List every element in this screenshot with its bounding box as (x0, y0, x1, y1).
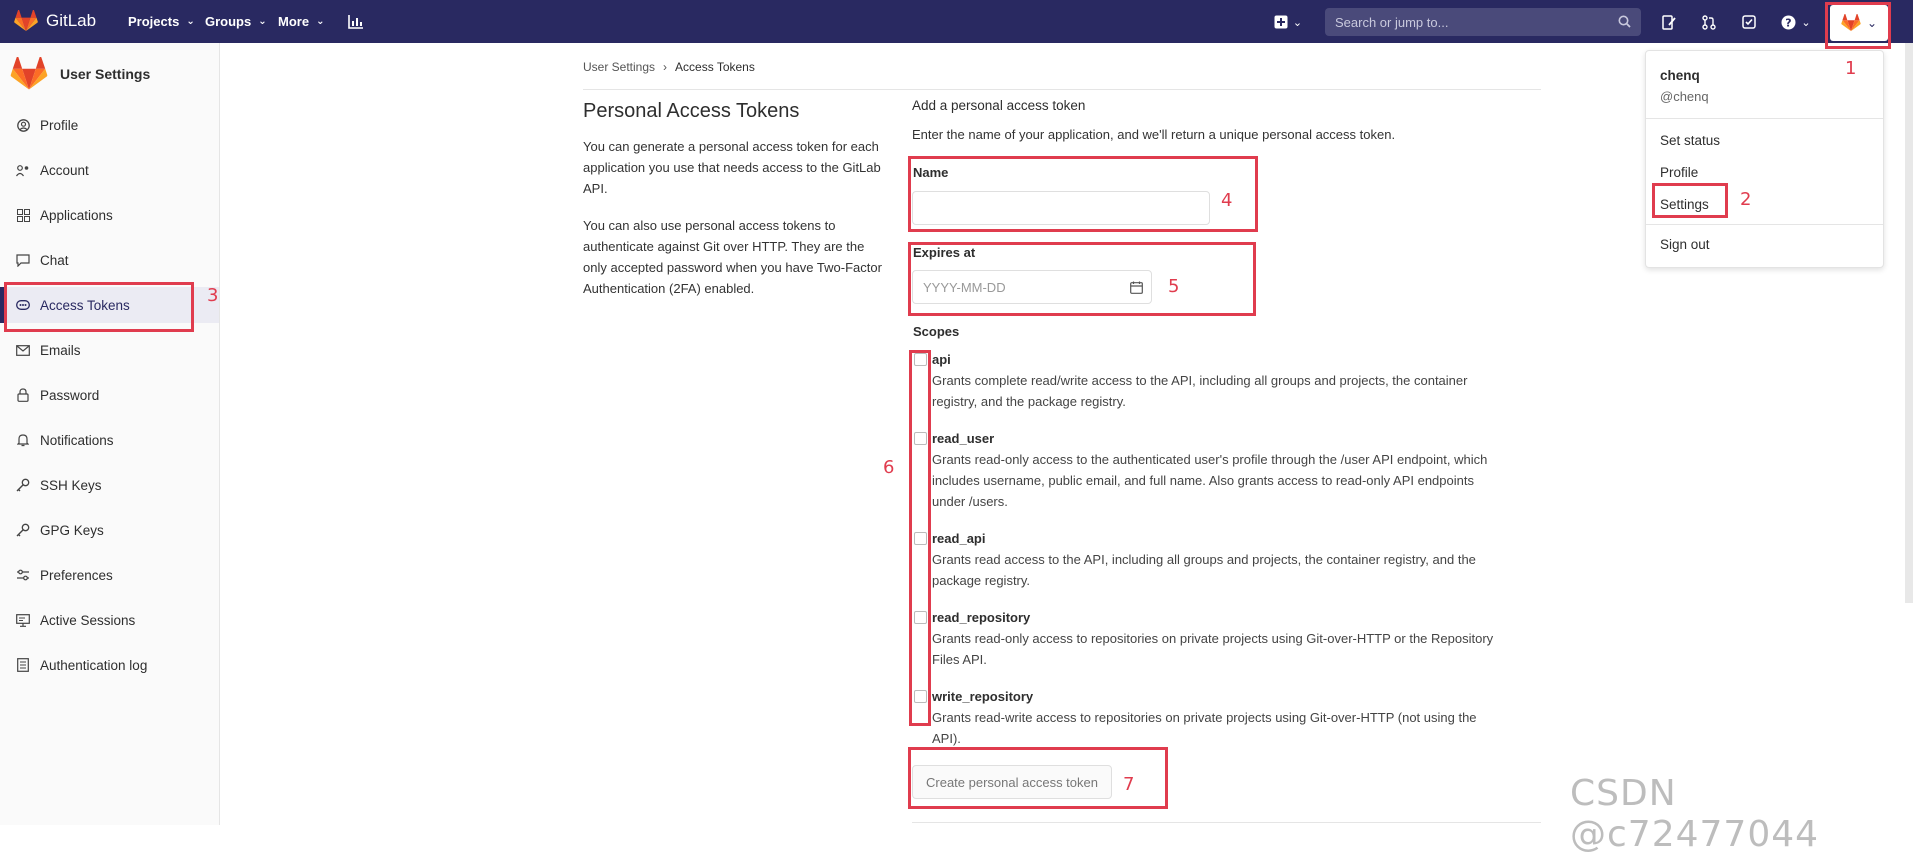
sidebar-item-chat[interactable] (0, 242, 219, 278)
nav-projects-label: Projects (128, 14, 180, 29)
sidebar-item-password[interactable] (0, 377, 219, 413)
sidebar-item-label: Preferences (40, 567, 113, 583)
highlight-box (909, 350, 931, 726)
annotation-number: 4 (1221, 190, 1233, 211)
sidebar-item-ssh-keys[interactable] (0, 467, 219, 503)
sidebar-item-label: Chat (40, 252, 69, 268)
sidebar-item-label: GPG Keys (40, 522, 104, 538)
scope-desc-line: under /users. (932, 494, 1008, 509)
intro-paragraph: You can generate a personal access token for each application you use that needs access to the GitLab API. (583, 139, 881, 196)
sidebar-item-label: Emails (40, 342, 81, 358)
user-dropdown-menu (1645, 50, 1884, 268)
email-icon (16, 343, 30, 357)
sidebar-item-label: Password (40, 387, 100, 403)
annotation-number: 5 (1168, 276, 1180, 297)
form-description: Enter the name of your application, and we'll return a unique personal access token. (912, 127, 1396, 142)
applications-icon (16, 208, 30, 222)
issues-icon[interactable] (1660, 13, 1678, 31)
sidebar-item-label: Account (40, 162, 89, 178)
chevron-down-icon: ⌄ (258, 16, 267, 27)
sidebar-item-gpg-keys[interactable] (0, 512, 219, 548)
scope-read-api-name: read_api (932, 531, 986, 546)
highlight-box (908, 242, 1256, 316)
scope-desc-line: Files API. (932, 652, 987, 667)
scope-desc-line: Grants complete read/write access to the API, including all groups and projects, the container (932, 373, 1468, 388)
scope-desc-line: registry, and the package registry. (932, 394, 1126, 409)
scopes-label: Scopes (913, 324, 960, 339)
nav-groups-label: Groups (205, 14, 252, 29)
nav-more-label: More (278, 14, 310, 29)
help-dropdown[interactable] (1778, 13, 1814, 31)
search-placeholder: Search or jump to... (1335, 14, 1449, 30)
annotation-number: 6 (883, 457, 895, 478)
menu-item-sign-out[interactable]: Sign out (1660, 237, 1710, 252)
breadcrumb-current[interactable]: Access Tokens (675, 60, 755, 74)
scope-desc-line: Grants read access to the API, including all groups and projects, the container registry, and the (932, 552, 1476, 567)
activity-chart-icon[interactable] (347, 13, 365, 31)
sidebar-item-preferences[interactable] (0, 557, 219, 593)
nav-more[interactable] (278, 0, 324, 43)
watermark: CSDN @c72477044 (1570, 773, 1820, 855)
gitlab-logo-icon (14, 10, 38, 32)
expires-label: Expires at (913, 245, 976, 260)
vertical-scrollbar[interactable] (1905, 43, 1913, 603)
scope-desc-line: Grants read-only access to the authenticated user's profile through the /user API endpoint, which (932, 452, 1488, 467)
scope-api-name: api (932, 352, 951, 367)
brand-name: GitLab (46, 11, 97, 30)
scope-write-repository-name: write_repository (932, 689, 1034, 704)
annotation-number: 1 (1845, 58, 1857, 79)
sidebar-item-label: Applications (40, 207, 113, 223)
annotation-number: 2 (1740, 189, 1752, 210)
lock-icon (16, 388, 30, 402)
divider (1646, 118, 1883, 119)
page-title: Personal Access Tokens (583, 100, 800, 122)
sidebar-item-active-sessions[interactable] (0, 602, 219, 638)
nav-projects[interactable] (128, 0, 195, 43)
profile-icon (16, 118, 30, 132)
menu-item-set-status[interactable]: Set status (1660, 133, 1721, 148)
sidebar-header[interactable] (10, 57, 150, 91)
sidebar-item-label: Active Sessions (40, 612, 136, 628)
sidebar-item-emails[interactable] (0, 332, 219, 368)
preferences-icon (16, 568, 30, 582)
sidebar-item-label: Authentication log (40, 657, 148, 673)
chevron-down-icon: ⌄ (1801, 16, 1811, 29)
chevron-down-icon: ⌄ (1292, 16, 1303, 29)
scope-read-api-description (932, 549, 1532, 591)
scope-desc-line: Grants read-only access to repositories on private projects using Git-over-HTTP or the Repository (932, 631, 1494, 646)
create-token-button[interactable]: Create personal access token (912, 765, 1112, 799)
highlight-box (1652, 183, 1728, 218)
sidebar-item-label: Profile (40, 117, 79, 133)
settings-sidebar (0, 43, 220, 825)
scope-desc-line: API). (932, 731, 961, 746)
sidebar-item-profile[interactable] (0, 107, 219, 143)
menu-item-settings[interactable]: Settings (1660, 197, 1709, 212)
log-icon (16, 658, 30, 672)
sidebar-item-notifications[interactable] (0, 422, 219, 458)
plus-square-icon (1274, 15, 1288, 29)
scope-read-user-description (932, 449, 1532, 512)
intro-paragraph: You can also use personal access tokens to authenticate against Git over HTTP. They are the only accepted password when you have Two-Factor Authentication (2FA) enabled. (583, 218, 882, 296)
key-icon (16, 523, 30, 537)
nav-groups[interactable] (205, 0, 267, 43)
sidebar-item-label: SSH Keys (40, 477, 102, 493)
user-handle[interactable]: @chenq (1660, 89, 1709, 104)
chevron-down-icon: ⌄ (1866, 16, 1878, 30)
account-icon (16, 163, 30, 177)
gitlab-logo[interactable] (14, 10, 96, 32)
svg-text:?: ? (1785, 16, 1793, 29)
monitor-icon (16, 613, 30, 627)
breadcrumb-separator: › (663, 60, 668, 74)
sidebar-item-label: Access Tokens (40, 297, 130, 313)
chat-icon (16, 253, 30, 267)
scope-write-repository-description (932, 707, 1532, 749)
annotation-number: 7 (1123, 774, 1135, 795)
annotation-number: 3 (207, 285, 219, 306)
scope-desc-line: package registry. (932, 573, 1031, 588)
scope-read-repository-description (932, 628, 1532, 670)
user-name[interactable]: chenq (1660, 68, 1700, 83)
scope-desc-line: Grants read-write access to repositories on private projects using Git-over-HTTP (not using the (932, 710, 1477, 725)
scope-read-repository-name: read_repository (932, 610, 1031, 625)
scope-desc-line: includes username, public email, and full name. Also grants access to read-only API endpoints (932, 473, 1474, 488)
new-item-dropdown[interactable] (1270, 13, 1306, 31)
sidebar-item-authentication-log[interactable] (0, 647, 219, 683)
highlight-box (4, 282, 194, 332)
chevron-down-icon: ⌄ (186, 16, 195, 27)
bell-icon (16, 433, 30, 447)
sidebar-item-account[interactable] (0, 152, 219, 188)
expires-placeholder: YYYY-MM-DD (923, 279, 1006, 295)
sidebar-item-applications[interactable] (0, 197, 219, 233)
gitlab-logo-icon (10, 57, 48, 91)
top-navbar (0, 0, 1913, 43)
menu-item-profile[interactable]: Profile (1660, 165, 1699, 180)
help-icon (1781, 15, 1796, 30)
breadcrumb (583, 60, 755, 74)
scope-read-user-name: read_user (932, 431, 995, 446)
divider (583, 89, 1541, 90)
highlight-box (908, 156, 1258, 232)
key-icon (16, 478, 30, 492)
scope-api-description (932, 370, 1532, 412)
divider (1646, 224, 1883, 225)
form-heading: Add a personal access token (912, 98, 1086, 113)
name-label: Name (913, 165, 949, 180)
sidebar-item-label: Notifications (40, 432, 114, 448)
breadcrumb-parent[interactable]: User Settings (583, 60, 656, 74)
merge-requests-icon[interactable] (1700, 13, 1718, 31)
todos-icon[interactable] (1740, 13, 1758, 31)
search-icon (1618, 15, 1631, 28)
search-input[interactable] (1325, 8, 1641, 36)
chevron-down-icon: ⌄ (316, 16, 325, 27)
divider (912, 822, 1541, 823)
sidebar-title: User Settings (60, 66, 151, 82)
highlight-box (1825, 2, 1891, 49)
